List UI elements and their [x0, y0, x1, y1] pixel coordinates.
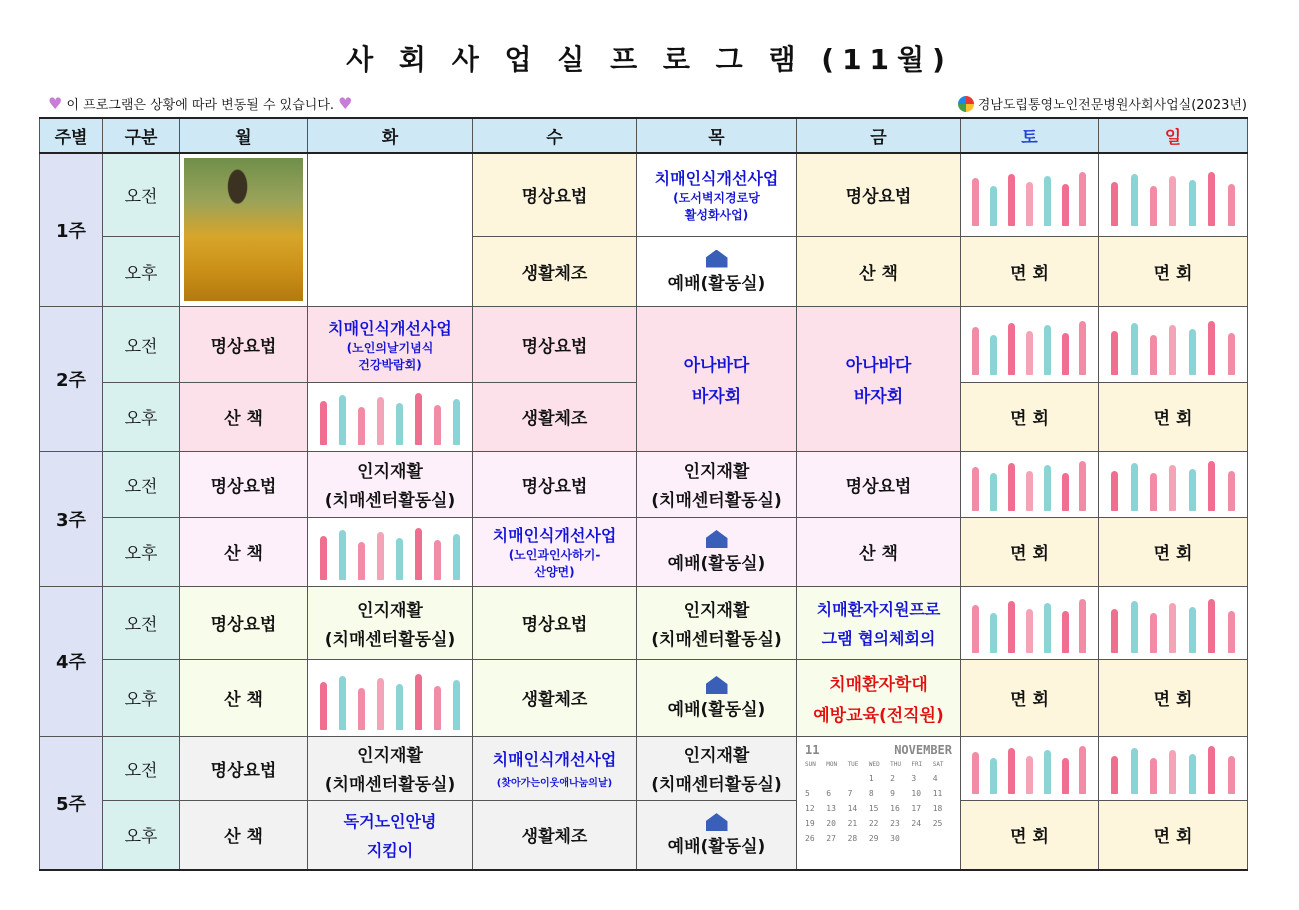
calendar-date: 23 — [890, 818, 900, 828]
calendar-date: 20 — [826, 818, 836, 828]
week-label: 5주 — [40, 736, 103, 870]
cell: 면 회 — [1099, 517, 1248, 586]
calendar-date: 1 — [868, 773, 874, 783]
tulip-image — [1099, 153, 1248, 236]
part-pm: 오후 — [103, 517, 180, 586]
tulip-image — [308, 659, 473, 736]
calendar-date: 3 — [911, 773, 917, 783]
cell: 명상요법 — [180, 451, 308, 517]
week-label: 3주 — [40, 451, 103, 586]
church-icon — [706, 250, 728, 268]
calendar-date — [805, 774, 824, 783]
week-label: 4주 — [40, 586, 103, 736]
calendar-dow: THU — [890, 760, 901, 768]
cell: 인지재활 (치매센터활동실) — [637, 586, 797, 659]
tulip-image — [1099, 306, 1248, 382]
cell: 면 회 — [1099, 236, 1248, 306]
tulip-image — [1099, 736, 1248, 800]
cell: 치매환자학대 예방교육(전직원) — [797, 659, 961, 736]
cell: 인지재활 (치매센터활동실) — [308, 586, 473, 659]
cell: 예배(활동실) — [637, 517, 797, 586]
table-row — [40, 736, 1248, 800]
part-pm: 오후 — [103, 659, 180, 736]
col-tue: 화 — [308, 118, 473, 153]
cell: 예배(활동실) — [637, 236, 797, 306]
cell: 생활체조 — [473, 382, 637, 451]
week-label: 1주 — [40, 153, 103, 306]
november-calendar: 11 NOVEMBER SUN MON TUE WED THU FRI SAT 1 2 3 4 5 6 7 8 9 10 11 12 13 14 15 16 17 18 19 20 21 22 23 24 25 26 27 28 29 30 — [797, 736, 961, 870]
calendar-date: 12 — [805, 803, 815, 813]
col-mon: 월 — [180, 118, 308, 153]
cell: 명상요법 — [473, 153, 637, 236]
cell: 생활체조 — [473, 236, 637, 306]
calendar-date: 16 — [890, 803, 900, 813]
org-label — [958, 94, 1247, 113]
calendar-date — [826, 774, 845, 783]
cell: 명상요법 — [473, 306, 637, 382]
cell: 치매인식개선사업 (찾아가는이웃애나눔의날) — [473, 736, 637, 800]
calendar-date — [848, 774, 867, 783]
cell: 생활체조 — [473, 659, 637, 736]
tulip-image — [961, 306, 1099, 382]
church-icon — [706, 813, 728, 831]
calendar-date: 9 — [890, 788, 895, 798]
cell: 아나바다 바자회 — [637, 306, 797, 451]
part-am: 오전 — [103, 736, 180, 800]
cell: 예배(활동실) — [637, 659, 797, 736]
hospital-logo-icon — [958, 96, 974, 112]
calendar-date: 10 — [911, 788, 922, 798]
empty-cell — [308, 153, 473, 306]
cell: 독거노인안녕 지킴이 — [308, 800, 473, 869]
table-row — [40, 306, 1248, 382]
cell: 산 책 — [797, 517, 961, 586]
calendar-date: 13 — [826, 803, 836, 813]
tulip-image — [961, 586, 1099, 659]
church-icon — [706, 676, 728, 694]
cell: 면 회 — [961, 800, 1099, 869]
cell: 명상요법 — [180, 306, 308, 382]
tulip-image — [961, 451, 1099, 517]
tulip-image — [961, 153, 1099, 236]
col-fri: 금 — [797, 118, 961, 153]
cell: 예배(활동실) — [637, 800, 797, 869]
tulip-image — [1099, 586, 1248, 659]
autumn-photo — [180, 153, 308, 306]
subheader — [40, 94, 1247, 116]
cell: 면 회 — [1099, 659, 1248, 736]
calendar-dow: FRI — [911, 760, 923, 768]
tulip-image — [308, 382, 473, 451]
calendar-date — [933, 834, 952, 843]
heart-icon: ♥ — [48, 94, 63, 113]
part-am: 오전 — [103, 306, 180, 382]
cell: 산 책 — [797, 236, 961, 306]
cell: 인지재활 (치매센터활동실) — [308, 451, 473, 517]
cell: 아나바다 바자회 — [797, 306, 961, 451]
tulip-image — [961, 736, 1099, 800]
table-row — [40, 659, 1248, 736]
calendar-date: 7 — [847, 788, 853, 798]
cell: 면 회 — [961, 659, 1099, 736]
cell: 산 책 — [180, 382, 308, 451]
cell: 면 회 — [961, 236, 1099, 306]
table-row — [40, 586, 1248, 659]
calendar-dow: TUE — [847, 760, 859, 768]
col-wed: 수 — [473, 118, 637, 153]
schedule-table — [39, 117, 1248, 871]
cell: 면 회 — [1099, 800, 1248, 869]
calendar-date: 25 — [932, 818, 943, 828]
col-part: 구분 — [103, 118, 180, 153]
table-row — [40, 153, 1248, 236]
calendar-date: 21 — [847, 818, 858, 828]
cell: 산 책 — [180, 659, 308, 736]
calendar-date: 5 — [805, 788, 810, 798]
table-row — [40, 451, 1248, 517]
cell: 산 책 — [180, 800, 308, 869]
cell: 인지재활 (치매센터활동실) — [637, 451, 797, 517]
col-week: 주별 — [40, 118, 103, 153]
page-title: 사 회 사 업 실 프 로 그 램 (11월) — [346, 43, 953, 76]
cell: 면 회 — [961, 382, 1099, 451]
notice-text: 이 프로그램은 상황에 따라 변동될 수 있습니다. — [66, 98, 335, 113]
calendar-date: 26 — [805, 833, 815, 843]
cell: 생활체조 — [473, 800, 637, 869]
calendar-date: 18 — [932, 803, 943, 813]
org-text: 경남도립통영노인전문병원사회사업실(2023년) — [977, 98, 1247, 113]
heart-icon: ♥ — [338, 94, 353, 113]
cell: 명상요법 — [473, 586, 637, 659]
part-am: 오전 — [103, 153, 180, 236]
part-am: 오전 — [103, 586, 180, 659]
calendar-date: 8 — [868, 788, 874, 798]
cell: 명상요법 — [797, 153, 961, 236]
col-sun: 일 — [1099, 118, 1248, 153]
calendar-dow: SAT — [932, 760, 944, 768]
calendar-date: 14 — [847, 803, 858, 813]
cell: 면 회 — [961, 517, 1099, 586]
cell: 산 책 — [180, 517, 308, 586]
calendar-date: 30 — [890, 833, 900, 843]
calendar-date: 11 — [932, 788, 943, 798]
header-row — [40, 118, 1248, 153]
cell: 치매인식개선사업 (도서벽지경로당 활성화사업) — [637, 153, 797, 236]
cell: 치매환자지원프로 그램 협의체회의 — [797, 586, 961, 659]
church-icon — [706, 530, 728, 548]
part-am: 오전 — [103, 451, 180, 517]
part-pm: 오후 — [103, 800, 180, 869]
calendar-date: 24 — [911, 818, 922, 828]
col-sat: 토 — [961, 118, 1099, 153]
table-row — [40, 517, 1248, 586]
cell: 인지재활 (치매센터활동실) — [637, 736, 797, 800]
part-pm: 오후 — [103, 236, 180, 306]
cell: 면 회 — [1099, 382, 1248, 451]
cell: 치매인식개선사업 (노인의날기념식 건강박람회) — [308, 306, 473, 382]
week-label: 2주 — [40, 306, 103, 451]
cell: 명상요법 — [180, 586, 308, 659]
calendar-date: 6 — [826, 788, 832, 798]
cell: 명상요법 — [473, 451, 637, 517]
col-thu: 목 — [637, 118, 797, 153]
tulip-image — [308, 517, 473, 586]
calendar-date: 4 — [932, 773, 938, 783]
table-row — [40, 800, 1248, 869]
part-pm: 오후 — [103, 382, 180, 451]
calendar-date: 15 — [868, 803, 879, 813]
calendar-date: 27 — [826, 833, 836, 843]
cell: 치매인식개선사업 (노인과인사하기- 산양면) — [473, 517, 637, 586]
calendar-date: 17 — [911, 803, 922, 813]
calendar-date: 22 — [868, 818, 879, 828]
notice — [48, 94, 353, 113]
calendar-date: 28 — [847, 833, 858, 843]
calendar-date: 2 — [890, 773, 895, 783]
cell: 인지재활 (치매센터활동실) — [308, 736, 473, 800]
tulip-image — [1099, 451, 1248, 517]
calendar-date — [911, 834, 930, 843]
calendar-date: 19 — [805, 818, 815, 828]
cell: 명상요법 — [180, 736, 308, 800]
calendar-dow: WED — [868, 760, 880, 768]
calendar-dow: SUN — [805, 760, 816, 768]
calendar-date: 29 — [868, 833, 879, 843]
cell: 명상요법 — [797, 451, 961, 517]
calendar-dow: MON — [826, 760, 838, 768]
